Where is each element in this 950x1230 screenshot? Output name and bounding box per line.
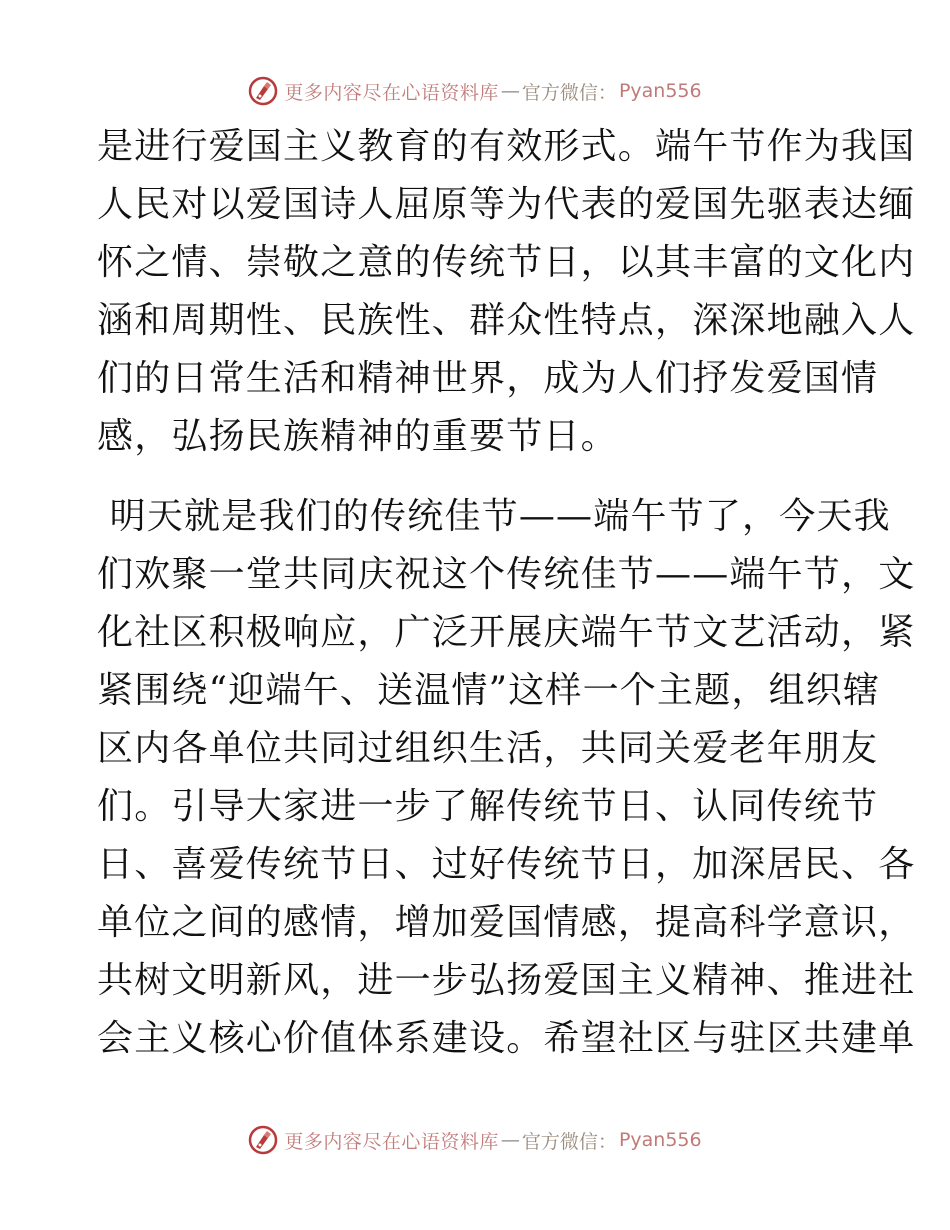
paragraph-1	[97, 118, 916, 466]
document-body	[97, 118, 916, 1068]
text-line: 日、喜爱传统节日、过好传统节日，加深居民、各	[97, 844, 916, 885]
text-line: 化社区积极响应，广泛开展庆端午节文艺活动，紧	[97, 612, 916, 653]
paragraph-gap	[97, 466, 857, 488]
watermark-wechat-id: Pyan556	[618, 1129, 702, 1151]
watermark-dash: —	[500, 80, 520, 102]
pen-nib-logo-icon	[248, 76, 278, 106]
watermark-wechat-id: Pyan556	[618, 80, 702, 102]
watermark-text: 更多内容尽在心语资料库	[284, 1130, 499, 1153]
text-line: 们的日常生活和精神世界，成为人们抒发爱国情	[97, 358, 879, 399]
watermark-wechat-label: 官方微信：	[521, 1130, 617, 1153]
text-line: 们。引导大家进一步了解传统节日、认同传统节	[97, 786, 879, 827]
text-line: 单位之间的感情，增加爱国情感，提高科学意识，	[97, 902, 916, 943]
header-watermark	[0, 71, 950, 111]
text-line: 会主义核心价值体系建设。希望社区与驻区共建单	[97, 1018, 916, 1059]
text-line: 感，弘扬民族精神的重要节日。	[97, 416, 618, 457]
footer-watermark	[0, 1120, 950, 1160]
text-line: 紧围绕“迎端午、送温情”这样一个主题，组织辖	[97, 670, 881, 711]
watermark-dash: —	[500, 1129, 520, 1151]
watermark-wechat-label: 官方微信：	[521, 81, 617, 104]
text-line: 区内各单位共同过组织生活，共同关爱老年朋友	[97, 728, 879, 769]
watermark-text: 更多内容尽在心语资料库	[284, 81, 499, 104]
text-line: 共树文明新风，进一步弘扬爱国主义精神、推进社	[97, 960, 916, 1001]
text-line: 人民对以爱国诗人屈原等为代表的爱国先驱表达缅	[97, 184, 916, 225]
text-line: 明天就是我们的传统佳节——端午节了，今天我	[97, 496, 891, 537]
paragraph-2	[97, 488, 916, 1068]
text-line: 涵和周期性、民族性、群众性特点，深深地融入人	[97, 300, 916, 341]
text-line: 们欢聚一堂共同庆祝这个传统佳节——端午节，文	[97, 554, 916, 595]
pen-nib-logo-icon	[248, 1125, 278, 1155]
text-line: 是进行爱国主义教育的有效形式。端午节作为我国	[97, 126, 916, 167]
text-line: 怀之情、崇敬之意的传统节日，以其丰富的文化内	[97, 242, 916, 283]
